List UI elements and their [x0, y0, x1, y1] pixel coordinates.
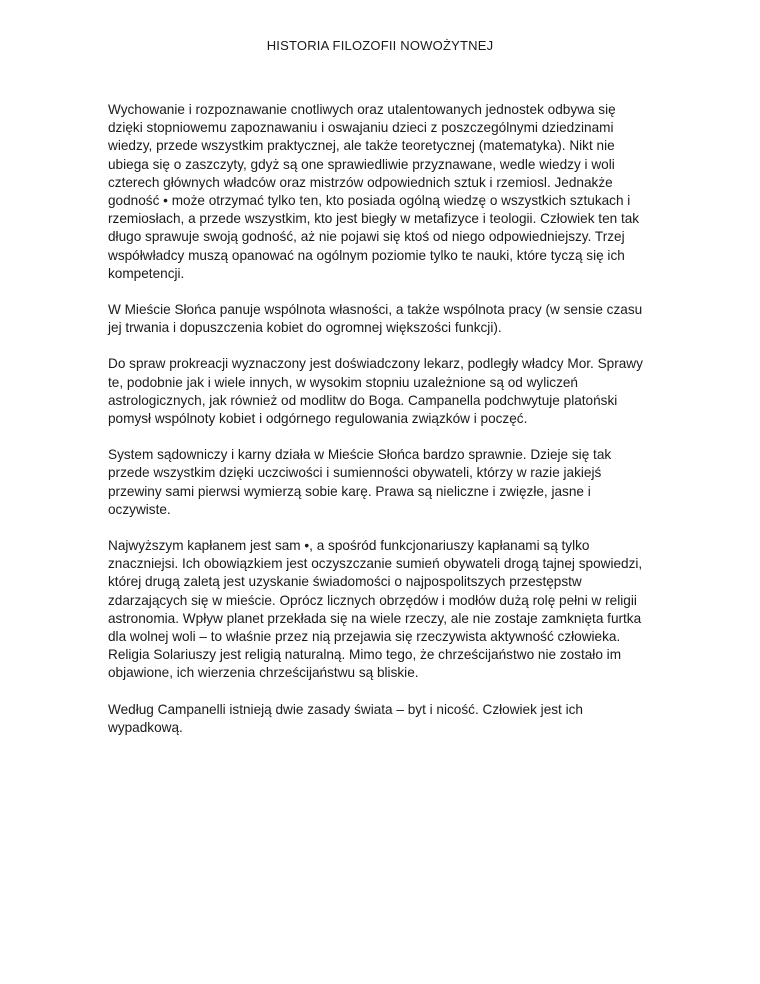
document-body [108, 101, 653, 755]
paragraph: System sądowniczy i karny działa w Mieście Słońca bardzo sprawnie. Dzieje się tak przede wszystkim dzięki uczciwości i sumienności obywateli, którzy w razie jakiejś przewiny sami pierwsi wymierzą sobie karę. Prawa są nieliczne i zwięzłe, jasne i oczywiste. [108, 447, 612, 517]
paragraph: W Mieście Słońca panuje wspólnota własności, a także wspólnota pracy (w sensie czasu jej trwania i dopuszczenia kobiet do ogromnej większości funkcji). [108, 302, 643, 336]
paragraph: Do spraw prokreacji wyznaczony jest doświadczony lekarz, podległy władcy Mor. Sprawy te, podobnie jak i wiele innych, w wysokim stopniu uzależnione są od wyliczeń astrologicznych, jak również od modlitw do Boga. Campanella podchwytuje platoński pomysł wspólnoty kobiet i odgórnego regulowania związków i poczęć. [108, 356, 643, 427]
paragraph: Najwyższym kapłanem jest sam •, a spośród funkcjonariuszy kapłanami są tylko znaczniejsi. Ich obowiązkiem jest oczyszczanie sumień obywateli drogą tajnej spowiedzi, której drugą zaletą jest uzyskanie świadomości o najpospolitszych przestępstw zdarzających się w mieście. Oprócz licznych obrzędów i modłów dużą rolę pełni w religii astronomia. Wpływ planet przekłada się na wiele rzeczy, ale nie zostaje zamknięta furtka dla wolnej woli – to właśnie przez nią przejawia się rzeczywista aktywność człowieka. Religia Solariuszy jest religią naturalną. Mimo tego, że chrześcijaństwo nie zostało im objawione, ich wierzenia chrześcijaństwu są bliskie. [108, 538, 643, 681]
page-title: HISTORIA FILOZOFII NOWOŻYTNEJ [266, 38, 494, 53]
paragraph: Według Campanelli istnieją dwie zasady świata – byt i nicość. Człowiek jest ich wypadkową. [108, 701, 583, 735]
paragraph: Wychowanie i rozpoznawanie cnotliwych oraz utalentowanych jednostek odbywa się dzięki stopniowemu zapoznawaniu i oswajaniu dzieci z poszczególnymi dziedzinami wiedzy, przede wszystkim praktycznej, ale także teoretycznej (matematyka). Nikt nie ubiega się o zaszczyty, gdyż są one sprawiedliwie przyznawane, wedle wiedzy i woli czterech głównych władców oraz mistrzów odpowiednich sztuk i rzemiosl. Jednakże godność • może otrzymać tylko ten, kto posiada ogólną wiedzę o wszystkich sztukach i rzemiosłach, a przede wszystkim, kto jest biegły w metafizyce i teologii. Człowiek ten tak długo sprawuje swoją godność, aż nie pojawi się ktoś od niego odpowiedniejszy. Trzej współwładcy muszą opanować na ogólnym poziomie tylko te nauki, które tyczą się ich kompetencji. [108, 102, 640, 281]
